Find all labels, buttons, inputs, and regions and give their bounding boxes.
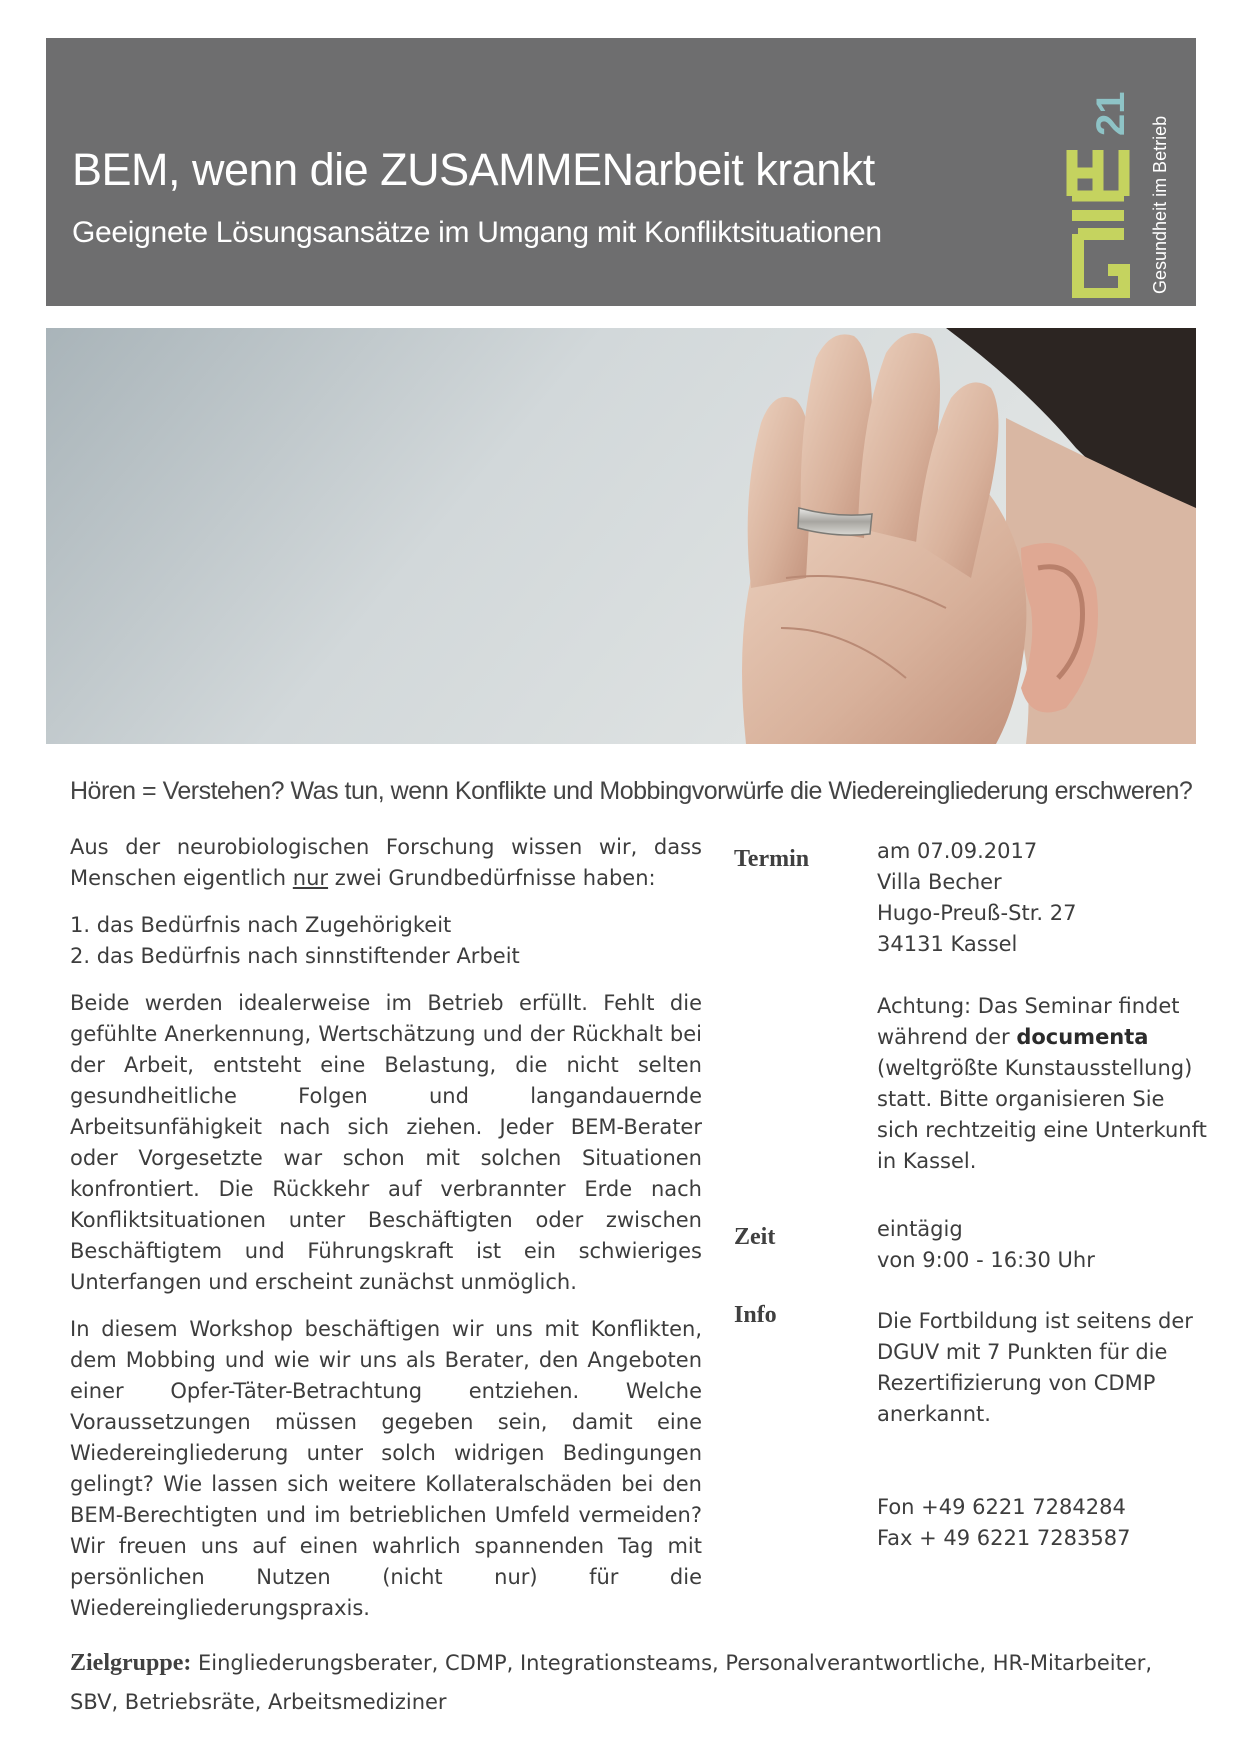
paragraph-3: In diesem Workshop beschäftigen wir uns mit Konflikten, dem Mobbing und wie wir uns als Berater, den Angeboten einer Opfer-Täter-Betrachtung entziehen. Welche Voraussetzungen müssen gegeben sein, damit eine Wiedereingliederung unter solch widrigen Bedingungen gelingt? Wie lassen sich weitere Kollateralschäden bei den BEM-Berechtigten und im betrieblichen Umfeld vermeiden? Wir freuen uns auf einen wahrlich spannenden Tag mit persönlichen Nutzen (nicht nur) für die Wiedereingliederungspraxis.: [70, 1317, 702, 1620]
need-item: 2. das Bedürfnis nach sinnstiftender Arbeit: [70, 944, 520, 968]
phone-number: Fon +49 6221 7284284: [877, 1495, 1126, 1519]
body-text-column: [70, 832, 702, 1640]
termin-street: Hugo-Preuß-Str. 27: [877, 901, 1077, 925]
zeit-hours: von 9:00 - 16:30 Uhr: [877, 1248, 1095, 1272]
need-item: 1. das Bedürfnis nach Zugehörigkeit: [70, 913, 452, 937]
info-label: Info: [734, 1302, 777, 1328]
zeit-duration: eintägig: [877, 1217, 963, 1241]
logo-tagline: Gesundheit im Betrieb: [1150, 115, 1170, 294]
termin-note: Achtung: Das Seminar findet während der documenta (weltgrößte Kunstausstellung) statt. Bitte organisieren Sie sich rechtzeitig eine Unterkunft in Kassel.: [877, 994, 1207, 1173]
logo-letter-i: [1072, 210, 1124, 221]
documenta-emphasis: documenta: [1016, 1025, 1149, 1049]
logo-letter-b: [1072, 150, 1124, 196]
termin-venue: Villa Becher: [877, 870, 1002, 894]
header-banner: [46, 38, 1196, 306]
logo-number: 21: [1089, 91, 1133, 136]
needs-list: [70, 910, 702, 972]
intro-emphasis: nur: [292, 866, 329, 890]
termin-details: [877, 836, 1207, 1177]
audience-label: Zielgruppe:: [70, 1650, 192, 1676]
paragraph-2: Beide werden idealerweise im Betrieb erfüllt. Fehlt die gefühlte Anerkennung, Wertschätzung und der Rückhalt bei der Arbeit, entsteht eine Belastung, die nicht selten gesundheitliche Folgen und langandauernde Arbeitsunfähigkeit nach sich ziehen. Jeder BEM-Berater oder Vorgesetzte war schon mit solchen Situationen konfrontiert. Die Rückkehr auf verbrannter Erde nach Konfliktsituationen unter Beschäftigten oder zwischen Beschäftigtem und Führungskraft ist ein schwieriges Unterfangen und erscheint zunächst unmöglich.: [70, 991, 702, 1294]
page-subtitle: Geeignete Lösungsansätze im Umgang mit Konfliktsituationen: [72, 216, 882, 249]
hero-image-listening-hand: [46, 328, 1196, 744]
page-title: BEM, wenn die ZUSAMMENarbeit krankt: [72, 144, 875, 195]
termin-city: 34131 Kassel: [877, 932, 1018, 956]
termin-date: am 07.09.2017: [877, 839, 1038, 863]
intro-paragraph: Aus der neurobiologischen Forschung wissen wir, dass Menschen eigentlich nur zwei Grundbedürfnisse haben:: [70, 835, 702, 890]
logo-letter-g: [1078, 234, 1124, 294]
zeit-details: [877, 1214, 1207, 1276]
contact-details: [877, 1492, 1207, 1554]
lead-question: Hören = Verstehen? Was tun, wenn Konflikte und Mobbingvorwürfe die Wiedereingliederung erschweren?: [70, 777, 1193, 805]
gib21-logo: [1066, 58, 1186, 298]
info-details: Die Fortbildung ist seitens der DGUV mit 7 Punkten für die Rezertifizierung von CDMP anerkannt.: [877, 1309, 1193, 1426]
audience-list: Eingliederungsberater, CDMP, Integrationsteams, Personalverantwortliche, HR-Mitarbeiter, SBV, Betriebsräte, Arbeitsmediziner: [70, 1651, 1153, 1714]
zeit-label: Zeit: [734, 1224, 776, 1250]
termin-label: Termin: [734, 846, 810, 872]
fax-number: Fax + 49 6221 7283587: [877, 1526, 1131, 1550]
target-audience: [70, 1644, 1200, 1722]
